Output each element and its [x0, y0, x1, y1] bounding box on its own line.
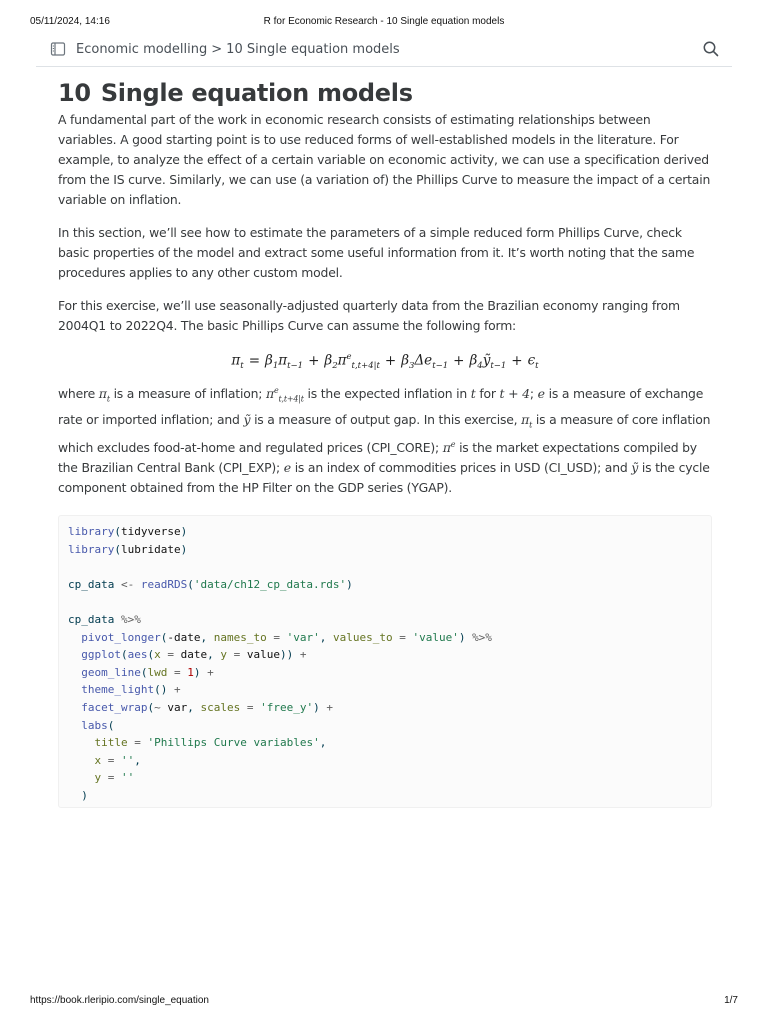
print-footer — [30, 995, 738, 1009]
page-title — [58, 78, 712, 108]
breadcrumb-chapter-link[interactable]: 10 Single equation models — [226, 42, 400, 57]
print-document-title: R for Economic Research - 10 Single equation models — [263, 16, 505, 27]
main-content — [58, 78, 712, 544]
print-url: https://book.rleripio.com/single_equation — [30, 995, 209, 1006]
data-description-paragraph: For this exercise, we’ll use seasonally-adjusted quarterly data from the Brazilian economy ranging from 2004Q1 to 2022Q4. The basic Phillips Curve can assume the following form: — [58, 298, 680, 333]
phillips-curve-equation: $\pi_t = \beta_1\pi_{t-1} + \beta_2\pi^e_{t,t+4|t} + \beta_3\Delta e_{t-1}$ + $\beta_4ỹ_{t-1} + \epsilon_t$ — [231, 352, 539, 372]
breadcrumb-separator: > — [211, 42, 223, 57]
breadcrumb-part-link[interactable]: Economic modelling — [76, 42, 208, 57]
code-listing: library(tidyverse) library(lubridate) cp_data <- readRDS('data/ch12_cp_data.rds') cp_data %>% pivot_longer(-date, names_to = 'var', values_to = 'value') %>% ggplot(aes(x = date, y = value)) + geom_line(lwd = 1) + theme_light() + facet_wrap(~ var, scales = 'free_y') + labs( title = 'Phillips Curve variables', x = '', y = '' ) — [68, 525, 492, 802]
search-icon[interactable] — [702, 40, 720, 58]
print-page-number: 1/7 — [724, 995, 738, 1006]
variable-definitions-paragraph: where $\pi_t$ is a measure of inflation; $\pi^e_{t,t+4|t}$ is the expected inflation in t for t + 4; e is a measure of exchange rate or imported inflation; and ỹ is a measure of output gap. In this exercise, $\pi_t$ is a measure of core inflation which excludes food-at-home and regulated prices (CPI_CORE); $\pi^e$ is the market expectations compiled by the Brazilian Central Bank (CPI_EXP); e is an index of commodities prices in USD (CI_USD); and ỹ is the cycle component obtained from the HP Filter on the GDP series (YGAP). — [58, 386, 711, 496]
r-code-block[interactable] — [58, 515, 712, 808]
intro-paragraph: A fundamental part of the work in economic research consists of estimating relationships between variables. A good starting point is to use reduced forms of well-established models in the literature. For example, to analyze the effect of a certain variable on economic activity, we can use a specification derived from the IS curve. Similarly, we can use (a variation of) the Phillips Curve to measure the impact of a certain variable on inflation. — [58, 112, 711, 207]
toc-icon[interactable] — [50, 41, 66, 57]
chapter-title: Single equation models — [100, 79, 413, 107]
top-navigation-bar — [36, 36, 732, 67]
print-header — [30, 16, 738, 30]
print-date: 05/11/2024, 14:16 — [30, 16, 110, 27]
section-overview-paragraph: In this section, we’ll see how to estimate the parameters of a simple reduced form Phillips Curve, check basic properties of the model and extract some useful information from it. It’s worth noting that the same procedures applies to any other custom model. — [58, 225, 695, 280]
breadcrumb — [76, 42, 400, 57]
chapter-number: 10 — [58, 79, 91, 107]
